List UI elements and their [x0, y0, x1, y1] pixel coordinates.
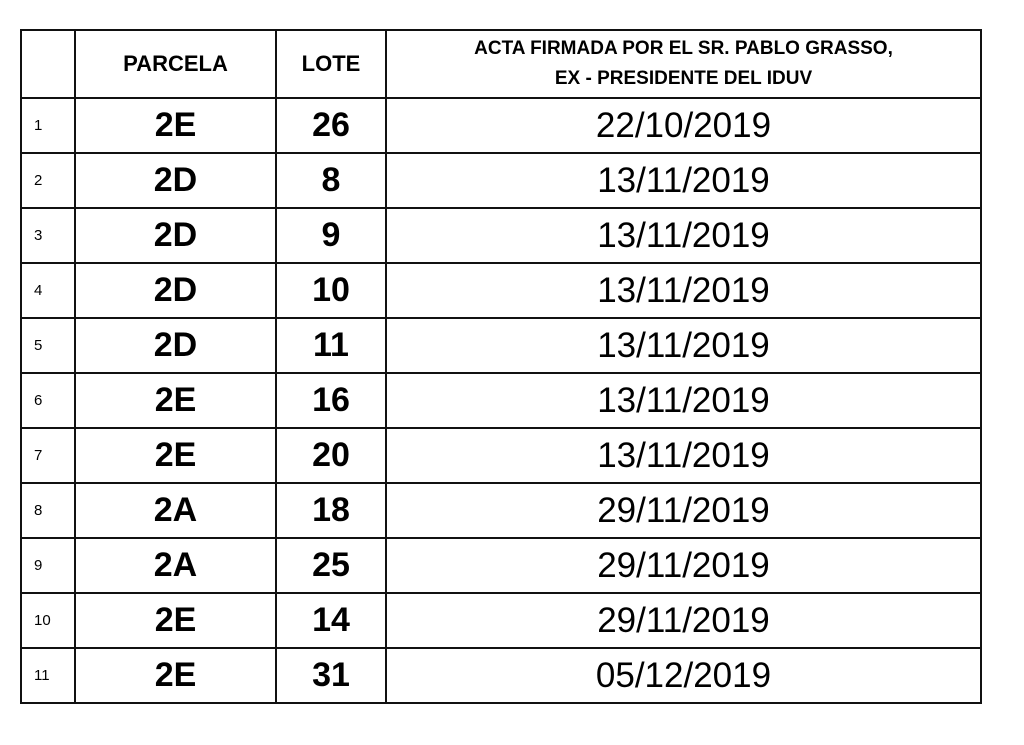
table-row	[21, 98, 981, 153]
header-acta-line2: EX - PRESIDENTE DEL IDUV	[554, 68, 813, 89]
table-row	[21, 373, 981, 428]
fecha-cell: 13/11/2019	[386, 373, 981, 428]
parcela-cell: 2A	[75, 538, 276, 593]
fecha-cell: 29/11/2019	[386, 538, 981, 593]
header-parcela: PARCELA	[75, 30, 276, 98]
fecha-cell: 22/10/2019	[386, 98, 981, 153]
header-lote: LOTE	[276, 30, 386, 98]
header-acta-line1: ACTA FIRMADA POR EL SR. PABLO GRASSO,	[474, 38, 893, 59]
row-number-cell: 8	[21, 483, 75, 538]
parcela-cell: 2D	[75, 153, 276, 208]
row-number-cell: 11	[21, 648, 75, 703]
table-row	[21, 483, 981, 538]
row-number-cell: 5	[21, 318, 75, 373]
parcela-cell: 2D	[75, 263, 276, 318]
row-number-cell: 1	[21, 98, 75, 153]
table-row	[21, 318, 981, 373]
records-table	[20, 29, 982, 704]
lote-cell: 11	[276, 318, 386, 373]
table-body	[21, 98, 981, 703]
row-number-cell: 9	[21, 538, 75, 593]
header-row	[21, 30, 981, 98]
parcela-cell: 2E	[75, 428, 276, 483]
row-number-cell: 4	[21, 263, 75, 318]
fecha-cell: 29/11/2019	[386, 483, 981, 538]
header-num	[21, 30, 75, 98]
fecha-cell: 13/11/2019	[386, 263, 981, 318]
fecha-cell: 13/11/2019	[386, 428, 981, 483]
parcela-cell: 2E	[75, 373, 276, 428]
fecha-cell: 13/11/2019	[386, 318, 981, 373]
table-row	[21, 263, 981, 318]
row-number-cell: 3	[21, 208, 75, 263]
row-number-cell: 6	[21, 373, 75, 428]
lote-cell: 9	[276, 208, 386, 263]
table-row	[21, 208, 981, 263]
lote-cell: 26	[276, 98, 386, 153]
table-row	[21, 428, 981, 483]
table-row	[21, 538, 981, 593]
table-row	[21, 153, 981, 208]
lote-cell: 14	[276, 593, 386, 648]
parcela-cell: 2D	[75, 208, 276, 263]
row-number-cell: 7	[21, 428, 75, 483]
lote-cell: 8	[276, 153, 386, 208]
parcela-cell: 2D	[75, 318, 276, 373]
fecha-cell: 29/11/2019	[386, 593, 981, 648]
fecha-cell: 05/12/2019	[386, 648, 981, 703]
lote-cell: 31	[276, 648, 386, 703]
parcela-cell: 2A	[75, 483, 276, 538]
lote-cell: 10	[276, 263, 386, 318]
parcela-cell: 2E	[75, 648, 276, 703]
lote-cell: 25	[276, 538, 386, 593]
lote-cell: 20	[276, 428, 386, 483]
row-number-cell: 10	[21, 593, 75, 648]
parcela-cell: 2E	[75, 593, 276, 648]
lote-cell: 16	[276, 373, 386, 428]
fecha-cell: 13/11/2019	[386, 208, 981, 263]
lote-cell: 18	[276, 483, 386, 538]
table-row	[21, 648, 981, 703]
header-acta	[386, 30, 981, 98]
row-number-cell: 2	[21, 153, 75, 208]
table-row	[21, 593, 981, 648]
parcela-cell: 2E	[75, 98, 276, 153]
fecha-cell: 13/11/2019	[386, 153, 981, 208]
